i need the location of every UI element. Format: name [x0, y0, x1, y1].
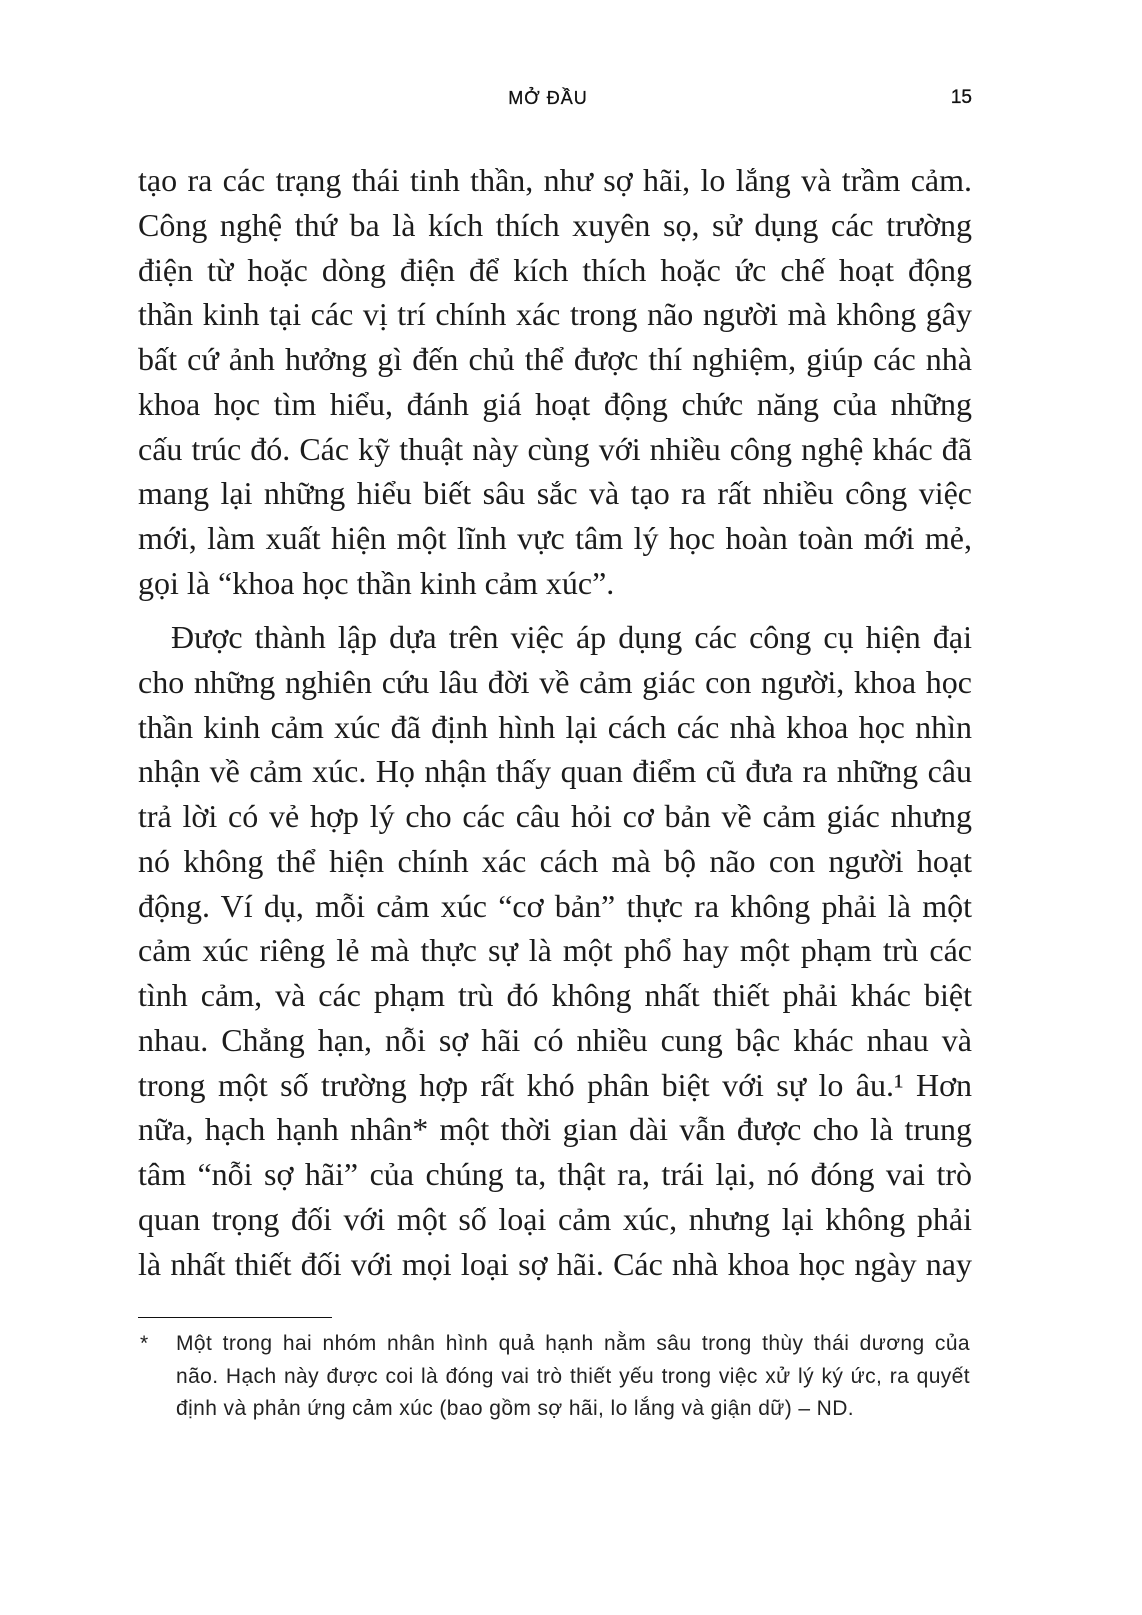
- body-line: mang lại những hiểu biết sâu sắc và tạo ra rất nhiều công việc: [138, 475, 972, 512]
- body-line: là nhất thiết đối với mọi loại sợ hãi. Các nhà khoa học ngày nay: [138, 1245, 972, 1282]
- body-line: quan trọng đối với một số loại cảm xúc, nhưng lại không phải: [138, 1200, 972, 1237]
- body-line: nữa, hạch hạnh nhân* một thời gian dài vẫn được cho là trung: [138, 1111, 972, 1148]
- footnote-rule: [138, 1317, 332, 1318]
- body-line: tạo ra các trạng thái tinh thần, như sợ hãi, lo lắng và trầm cảm.: [138, 162, 972, 198]
- footnote-line: định và phản ứng cảm xúc (bao gồm sợ hãi, lo lắng và giận dữ) – ND.: [176, 1397, 855, 1420]
- body-line: Công nghệ thứ ba là kích thích xuyên sọ, sử dụng các trường: [138, 206, 972, 243]
- body-line: điện từ hoặc dòng điện để kích thích hoặc ức chế hoạt động: [138, 251, 972, 288]
- body-line: Được thành lập dựa trên việc áp dụng các công cụ hiện đại: [171, 619, 972, 655]
- body-line: cảm xúc riêng lẻ mà thực sự là một phổ hay một phạm trù các: [138, 932, 972, 969]
- running-title: MỞ ĐẦU: [508, 88, 588, 108]
- body-line: tình cảm, và các phạm trù đó không nhất thiết phải khác biệt: [138, 977, 972, 1013]
- footnote: [176, 1328, 970, 1426]
- body-line: nhận về cảm xúc. Họ nhận thấy quan điểm cũ đưa ra những câu: [138, 753, 972, 790]
- body-line: cho những nghiên cứu lâu đời về cảm giác con người, khoa học: [138, 663, 972, 700]
- body-line: nó không thể hiện chính xác cách mà bộ não con người hoạt: [138, 842, 972, 879]
- body-line: mới, làm xuất hiện một lĩnh vực tâm lý học hoàn toàn mới mẻ,: [138, 520, 972, 556]
- paragraph: [138, 158, 972, 606]
- body-line: khoa học tìm hiểu, đánh giá hoạt động chức năng của những: [138, 385, 972, 422]
- body-line: bất cứ ảnh hưởng gì đến chủ thể được thí nghiệm, giúp các nhà: [138, 341, 972, 377]
- body-line: nhau. Chẳng hạn, nỗi sợ hãi có nhiều cung bậc khác nhau và: [138, 1021, 972, 1058]
- footnote-line: Một trong hai nhóm nhân hình quả hạnh nằm sâu trong thùy thái dương của: [176, 1332, 970, 1355]
- body-line: cấu trúc đó. Các kỹ thuật này cùng với nhiều công nghệ khác đã: [138, 430, 972, 467]
- body-line: thần kinh tại các vị trí chính xác trong não người mà không gây: [138, 296, 972, 333]
- page-number: 15: [950, 87, 972, 108]
- body-line: trả lời có vẻ hợp lý cho các câu hỏi cơ bản về cảm giác nhưng: [138, 798, 972, 834]
- footnote-line: não. Hạch này được coi là đóng vai trò thiết yếu trong việc xử lý ký ức, ra quyết: [176, 1364, 970, 1388]
- body-line: trong một số trường hợp rất khó phân biệt với sự lo âu.¹ Hơn: [138, 1066, 972, 1103]
- body-line: thần kinh cảm xúc đã định hình lại cách các nhà khoa học nhìn: [138, 708, 972, 745]
- footnote-marker: *: [140, 1332, 149, 1355]
- body-line: tâm “nỗi sợ hãi” của chúng ta, thật ra, trái lại, nó đóng vai trò: [138, 1156, 972, 1192]
- body-line: gọi là “khoa học thần kinh cảm xúc”.: [138, 564, 615, 601]
- paragraph: [138, 615, 972, 1286]
- body-line: động. Ví dụ, mỗi cảm xúc “cơ bản” thực ra không phải là một: [138, 887, 972, 924]
